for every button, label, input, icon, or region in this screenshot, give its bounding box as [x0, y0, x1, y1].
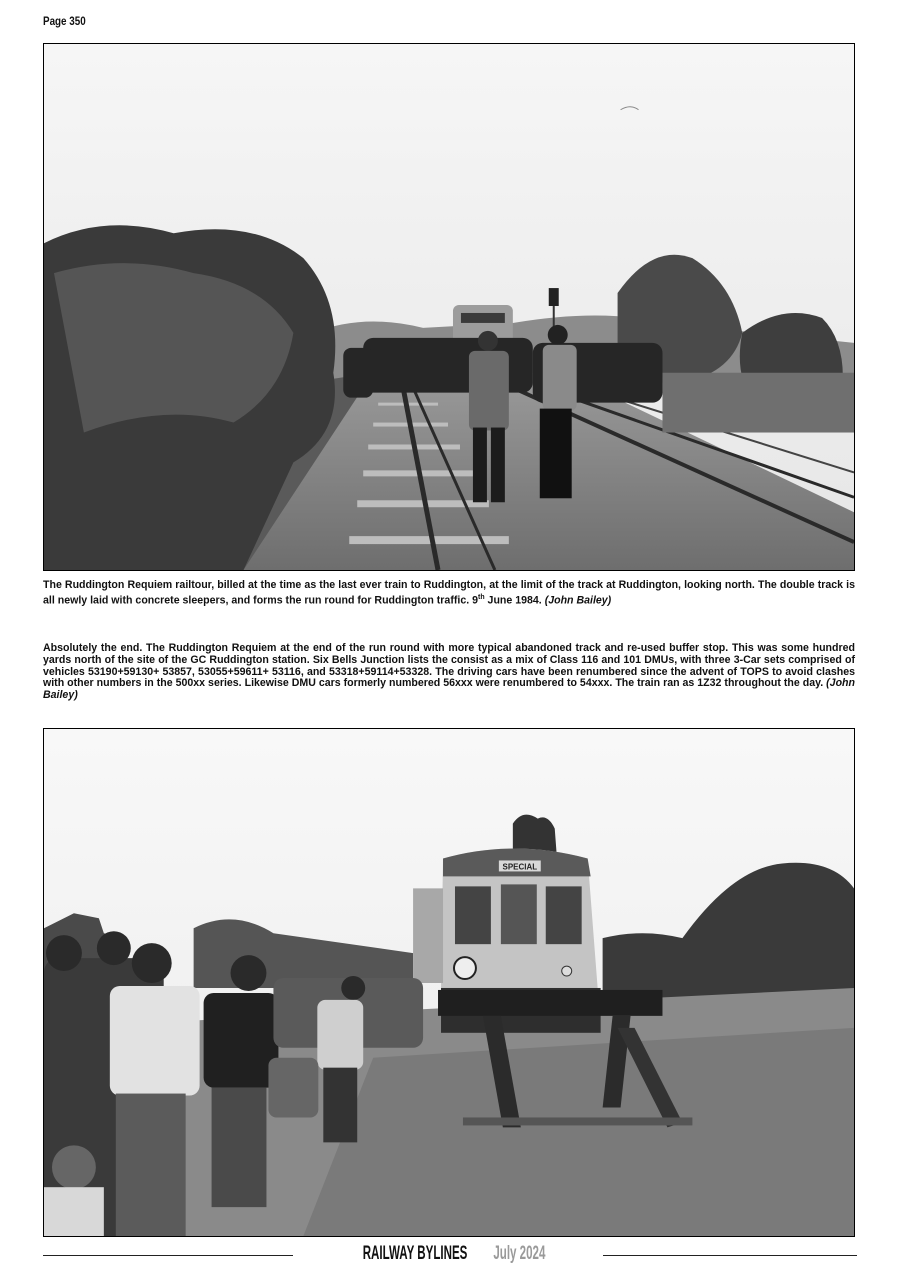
caption-1-ordinal: th: [478, 593, 485, 601]
caption-2-text: Absolutely the end. The Ruddington Requiem at the end of the run round with more typical abandoned track and re-used buffer stop. This was some hundred yards north of the site of the GC Ruddington station. Six Bells Junction lists the consist as a mix of Class 116 and 101 DMUs, with three 3-Car sets comprised of vehicles 53190+59130+ 53857, 53055+59611+ 53116, and 53318+59114+53328. The driving cars have been renumbered since the advent of TOPS to avoid clashes with other numbers in the 500xx series. Likewise DMU cars formerly numbered 56xxx were renumbered to 54xxx. The train ran as 1Z32 throughout the day.: [43, 642, 855, 690]
photo-dmu-buffer-stop: [43, 728, 855, 1237]
photo-railtour-track: [43, 43, 855, 571]
footer-rule-right: [603, 1255, 857, 1256]
footer-masthead: [300, 1243, 600, 1265]
caption-1-text-end: June 1984.: [484, 594, 542, 607]
caption-1-text: The Ruddington Requiem railtour, billed at the time as the last ever train to Ruddington, at the limit of the track at Ruddington, looking north. The double track is all newly laid with concrete sleepers, and forms the run round for Ruddington traffic. 9: [43, 579, 855, 607]
footer-rule-left: [43, 1255, 293, 1256]
page-footer: [0, 1243, 905, 1267]
page-number: Page 350: [43, 14, 86, 28]
caption-1-credit: (John Bailey): [544, 594, 612, 607]
issue-date: July 2024: [493, 1243, 546, 1264]
caption-photo-2: [43, 643, 855, 702]
dmu-special-sign: SPECIAL: [502, 862, 538, 872]
caption-2-credit: (John Bailey): [43, 677, 855, 702]
magazine-title: RAILWAY BYLINES: [362, 1243, 467, 1264]
caption-photo-1: [43, 580, 855, 607]
